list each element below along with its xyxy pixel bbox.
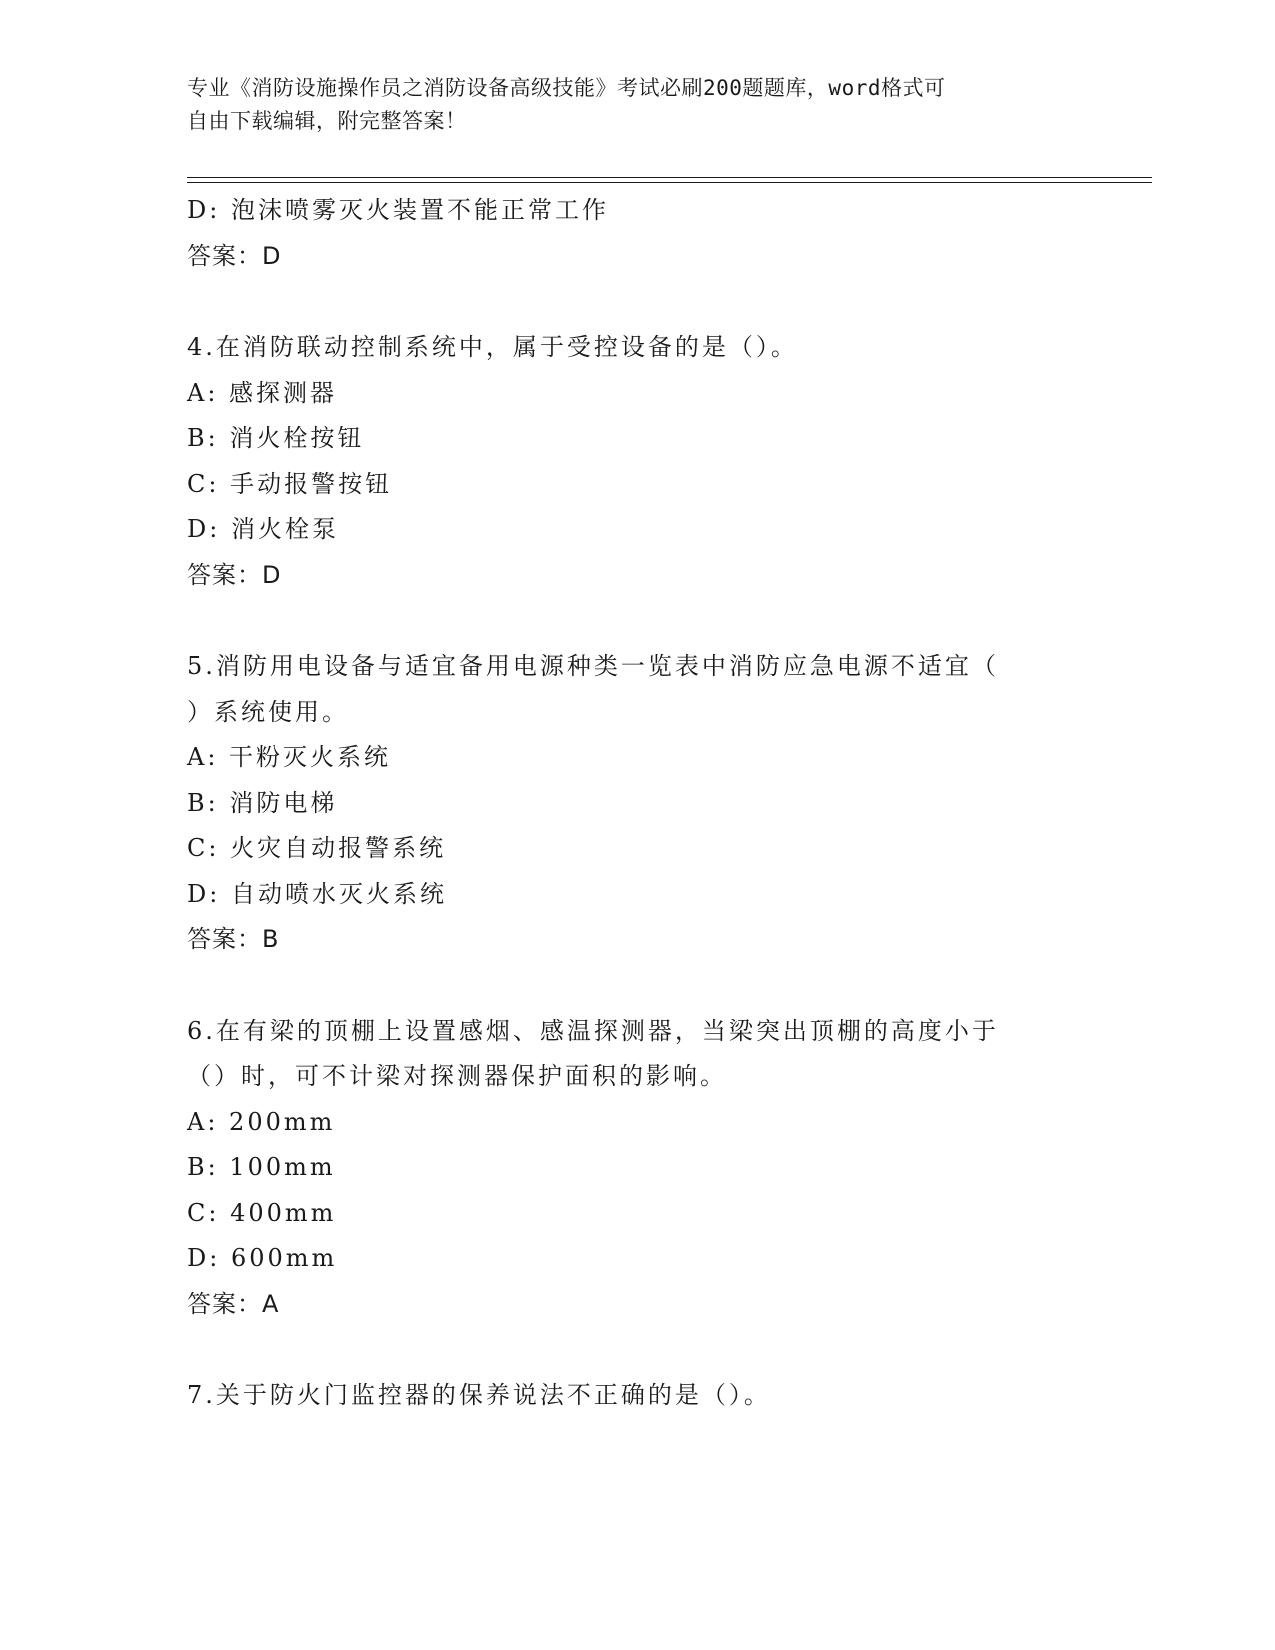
- q5-option-d: D: 自动喷水灭火系统: [187, 879, 447, 908]
- q6-option-b: B: 100mm: [187, 1153, 336, 1181]
- q6-option-c: C: 400mm: [187, 1198, 337, 1227]
- q4-option-b: B: 消火栓按钮: [187, 424, 365, 452]
- q4-option-d: D: 消火栓泵: [187, 515, 339, 543]
- q5-option-b: B: 消防电梯: [187, 788, 338, 817]
- q4-answer: 答案：D: [187, 560, 282, 589]
- q5-stem-line-1: 5.消防用电设备与适宜备用电源种类一览表中消防应急电源不适宜（: [187, 652, 999, 680]
- spacer: [187, 598, 1087, 644]
- q6-option-a: A: 200mm: [187, 1107, 336, 1136]
- spacer: [187, 1327, 1087, 1373]
- q4-option-a: A: 感探测器: [187, 378, 338, 407]
- q6-stem-line-2: （）时，可不计梁对探测器保护面积的影响。: [187, 1062, 727, 1090]
- q5-option-c: C: 火灾自动报警系统: [187, 834, 447, 862]
- prev-answer: 答案：D: [187, 241, 282, 270]
- question-list: [187, 188, 1087, 1419]
- spacer: [187, 963, 1087, 1009]
- header-line-2: 自由下载编辑，附完整答案！: [187, 109, 467, 133]
- q7-stem: 7.关于防火门监控器的保养说法不正确的是（）。: [187, 1381, 771, 1409]
- q4-option-c: C: 手动报警按钮: [187, 469, 393, 498]
- q5-stem-line-2: ）系统使用。: [187, 697, 349, 726]
- q6-answer: 答案：A: [187, 1289, 280, 1318]
- header-divider-bottom: [187, 182, 1152, 183]
- document-header: [187, 72, 1067, 138]
- header-line-1: 专业《消防设施操作员之消防设备高级技能》考试必刷200题题库，word格式可: [187, 76, 946, 100]
- spacer: [187, 279, 1087, 325]
- q5-option-a: A: 干粉灭火系统: [187, 743, 392, 771]
- q6-stem-line-1: 6.在有梁的顶棚上设置感烟、感温探测器，当梁突出顶棚的高度小于: [187, 1016, 999, 1045]
- header-divider-top: [187, 177, 1152, 178]
- prev-option-d: D: 泡沫喷雾灭火装置不能正常工作: [187, 196, 609, 224]
- q4-stem: 4.在消防联动控制系统中，属于受控设备的是（）。: [187, 333, 798, 361]
- q5-answer: 答案：B: [187, 925, 280, 953]
- q6-option-d: D: 600mm: [187, 1244, 338, 1272]
